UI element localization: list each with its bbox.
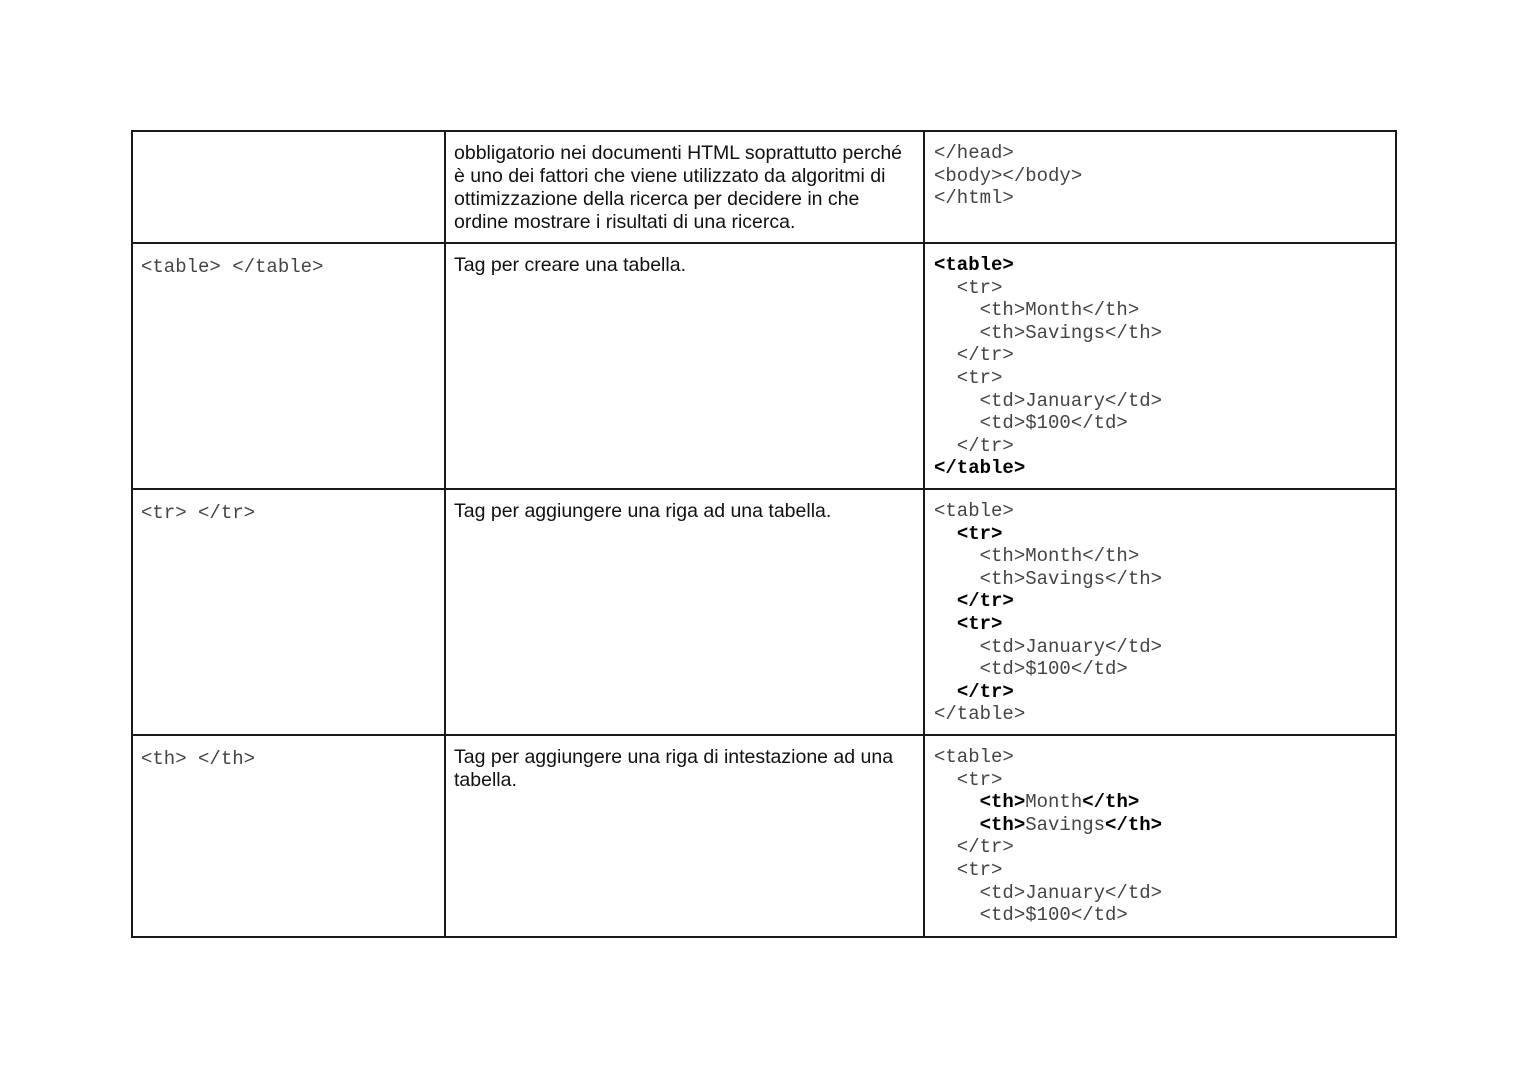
code-line [934, 681, 1387, 704]
code-line [934, 254, 1387, 277]
html-tags-table [131, 130, 1397, 938]
tag-name: <table> </table> [141, 256, 324, 278]
code-highlight: <th> [979, 791, 1026, 814]
description-cell [445, 131, 924, 243]
tag-description: Tag per creare una tabella. [454, 254, 686, 276]
code-example [925, 244, 1395, 480]
code-highlight: </table> [934, 457, 1026, 480]
code-line [934, 367, 1387, 390]
description-cell [445, 243, 924, 489]
code-line [934, 412, 1387, 435]
code-line [934, 791, 1387, 814]
code-text [934, 791, 980, 813]
code-line [934, 165, 1387, 188]
tag-description: Tag per aggiungere una riga ad una tabella. [454, 500, 832, 522]
code-text [934, 681, 957, 703]
code-line [934, 769, 1387, 792]
table-row [132, 131, 1396, 243]
code-text: </tr> [934, 434, 1014, 457]
code-text: </head> [934, 142, 1014, 164]
code-cell [924, 489, 1396, 735]
code-text: <tr> [934, 366, 1003, 389]
code-highlight: <tr> [956, 522, 1003, 545]
code-text: Month [1025, 791, 1083, 814]
code-text: <td>$100</td> [934, 412, 1128, 435]
code-line [934, 836, 1387, 859]
code-text: <th>Month</th> [934, 545, 1140, 568]
code-line [934, 523, 1387, 546]
code-text: <td>January</td> [934, 635, 1163, 658]
tag-description: Tag per aggiungere una riga di intestazione ad una tabella. [454, 746, 894, 791]
table-row [132, 243, 1396, 489]
code-text: </tr> [934, 836, 1014, 859]
code-text: <th>Savings</th> [934, 567, 1163, 590]
code-text: </html> [934, 187, 1014, 210]
tag-name: <tr> </tr> [141, 502, 256, 524]
code-line [934, 390, 1387, 413]
code-example [925, 132, 1395, 210]
code-text: <th>Savings</th> [934, 321, 1163, 344]
code-text: <td>January</td> [934, 389, 1163, 412]
code-highlight: </tr> [956, 590, 1014, 613]
tag-cell [132, 735, 445, 937]
code-highlight: <th> [979, 813, 1026, 836]
code-text: <td>January</td> [934, 881, 1163, 904]
code-line [934, 500, 1387, 523]
code-line [934, 746, 1387, 769]
code-text: </tr> [934, 344, 1014, 367]
tag-description: obbligatorio nei documenti HTML soprattutto perché è uno dei fattori che viene utilizzato da algoritmi di ottimizzazione della ricerca per decidere in che ordine mostrare i risultati di una ricerca. [454, 142, 903, 233]
code-text: <table> [934, 746, 1014, 768]
tag-name: <th> </th> [141, 748, 256, 770]
table-row [132, 735, 1396, 937]
code-line [934, 590, 1387, 613]
code-text: Savings [1025, 813, 1106, 836]
code-line [934, 344, 1387, 367]
code-cell [924, 243, 1396, 489]
code-line [934, 187, 1387, 210]
code-text: <td>$100</td> [934, 658, 1128, 681]
code-text [934, 523, 957, 545]
code-cell [924, 735, 1396, 937]
code-line [934, 142, 1387, 165]
code-text: <tr> [934, 858, 1003, 881]
code-line [934, 658, 1387, 681]
code-text [934, 814, 980, 836]
code-line [934, 814, 1387, 837]
code-highlight: </tr> [956, 680, 1014, 703]
description-cell [445, 735, 924, 937]
code-line [934, 859, 1387, 882]
code-line [934, 545, 1387, 568]
code-highlight: </th> [1082, 791, 1140, 814]
code-highlight: <tr> [956, 612, 1003, 635]
table-row [132, 489, 1396, 735]
code-line [934, 457, 1387, 480]
code-line [934, 703, 1387, 726]
code-line [934, 435, 1387, 458]
code-text: <td>$100</td> [934, 904, 1128, 927]
code-line [934, 636, 1387, 659]
code-line [934, 613, 1387, 636]
description-cell [445, 489, 924, 735]
code-line [934, 322, 1387, 345]
code-text: <body></body> [934, 164, 1083, 187]
code-highlight: </th> [1105, 813, 1163, 836]
tag-cell [132, 131, 445, 243]
code-line [934, 277, 1387, 300]
code-line [934, 568, 1387, 591]
tag-cell [132, 243, 445, 489]
code-example [925, 736, 1395, 927]
code-line [934, 882, 1387, 905]
code-text: <tr> [934, 768, 1003, 791]
code-text [934, 613, 957, 635]
code-text [934, 590, 957, 612]
code-text: <th>Month</th> [934, 299, 1140, 322]
tag-cell [132, 489, 445, 735]
tag-name [133, 132, 444, 144]
code-text: <tr> [934, 276, 1003, 299]
code-line [934, 299, 1387, 322]
code-line [934, 904, 1387, 927]
code-highlight: <table> [934, 254, 1014, 276]
code-text: <table> [934, 500, 1014, 522]
code-cell [924, 131, 1396, 243]
code-text: </table> [934, 703, 1026, 726]
code-example [925, 490, 1395, 726]
